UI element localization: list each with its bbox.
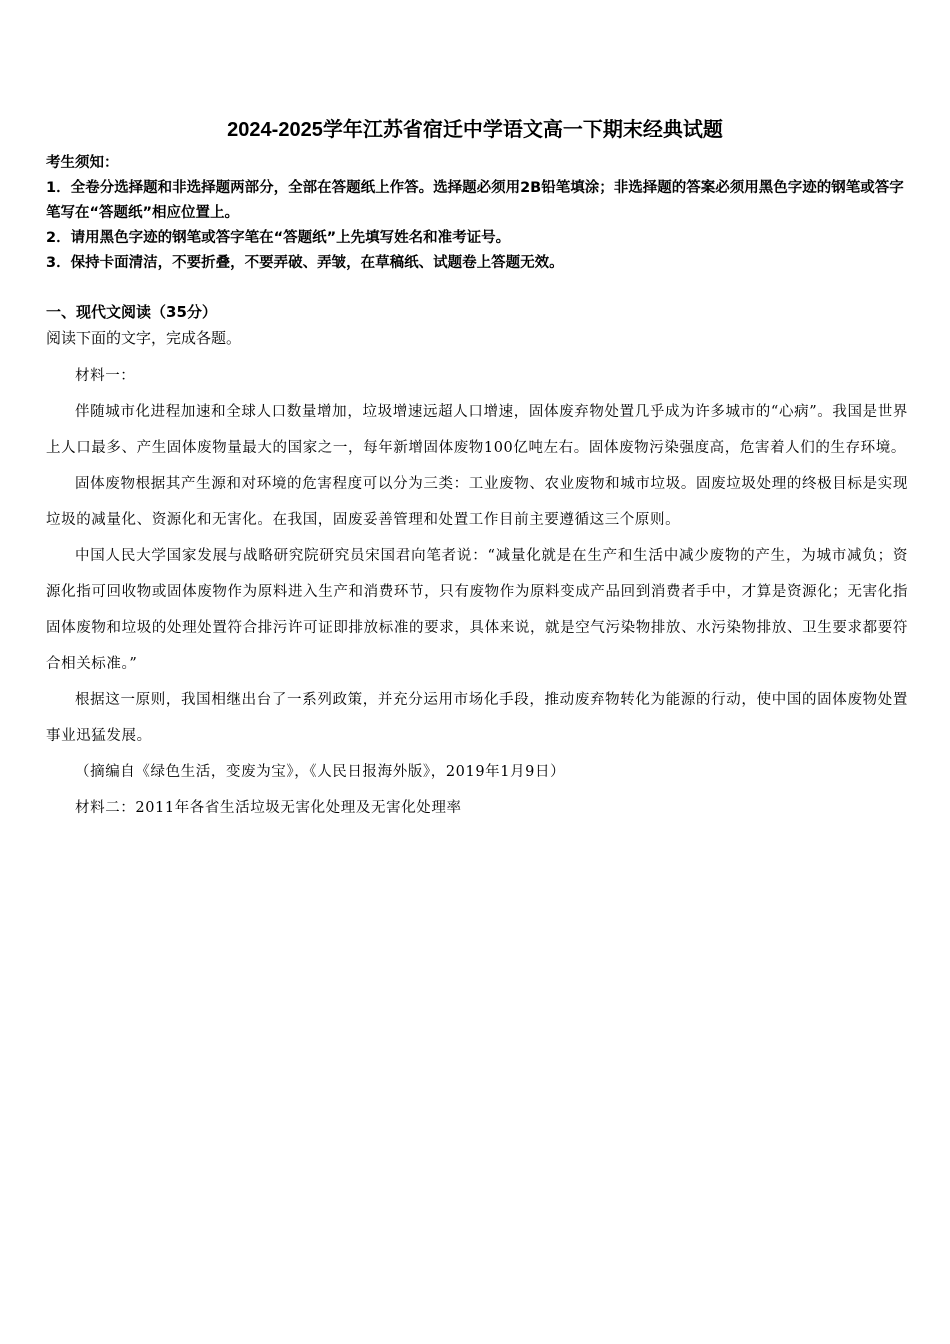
section-header — [46, 299, 908, 351]
passage-paragraph: 根据这一原则，我国相继出台了一系列政策，并充分运用市场化手段，推动废弃物转化为能源的行动，使中国的固体废物处置事业迅猛发展。 — [46, 692, 908, 744]
notice-item: 2．请用黑色字迹的钢笔或答字笔在“答题纸”上先填写姓名和准考证号。 — [46, 230, 511, 246]
reading-passage — [46, 358, 908, 826]
material-label: 材料一： — [75, 368, 136, 384]
exam-title: 2024-2025学年江苏省宿迁中学语文高一下期末经典试题 — [227, 119, 723, 141]
passage-paragraph: 伴随城市化进程加速和全球人口数量增加，垃圾增速远超人口增速，固体废弃物处置几乎成为许多城市的“心病”。我国是世界上人口最多、产生固体废物量最大的国家之一，每年新增固体废物100亿吨左右。固体废物污染强度高，危害着人们的生存环境。 — [46, 404, 908, 456]
section-heading: 一、现代文阅读（35分） — [46, 303, 217, 321]
source-citation: （摘编自《绿色生活，变废为宝》，《人民日报海外版》，2019年1月9日） — [75, 764, 566, 780]
notice-item: 3．保持卡面清洁，不要折叠，不要弄破、弄皱，在草稿纸、试题卷上答题无效。 — [46, 255, 564, 271]
section-instruction: 阅读下面的文字，完成各题。 — [46, 329, 242, 347]
examinee-notice — [46, 151, 908, 276]
material-label: 材料二：2011年各省生活垃圾无害化处理及无害化处理率 — [75, 800, 462, 816]
notice-heading: 考生须知： — [46, 155, 119, 171]
passage-paragraph: 中国人民大学国家发展与战略研究院研究员宋国君向笔者说：“减量化就是在生产和生活中减少废物的产生，为城市减负；资源化指可回收物或固体废物作为原料进入生产和消费环节，只有废物作为原料变成产品回到消费者手中，才算是资源化；无害化指固体废物和垃圾的处理处置符合排污许可证即排放标准的要求，具体来说，就是空气污染物排放、水污染物排放、卫生要求都要符合相关标准。” — [46, 548, 908, 672]
notice-item: 1．全卷分选择题和非选择题两部分，全部在答题纸上作答。选择题必须用2B铅笔填涂；非选择题的答案必须用黑色字迹的钢笔或答字笔写在“答题纸”相应位置上。 — [46, 180, 904, 221]
passage-paragraph: 固体废物根据其产生源和对环境的危害程度可以分为三类：工业废物、农业废物和城市垃圾。固废垃圾处理的终极目标是实现垃圾的减量化、资源化和无害化。在我国，固废妥善管理和处置工作目前主要遵循这三个原则。 — [46, 476, 908, 528]
